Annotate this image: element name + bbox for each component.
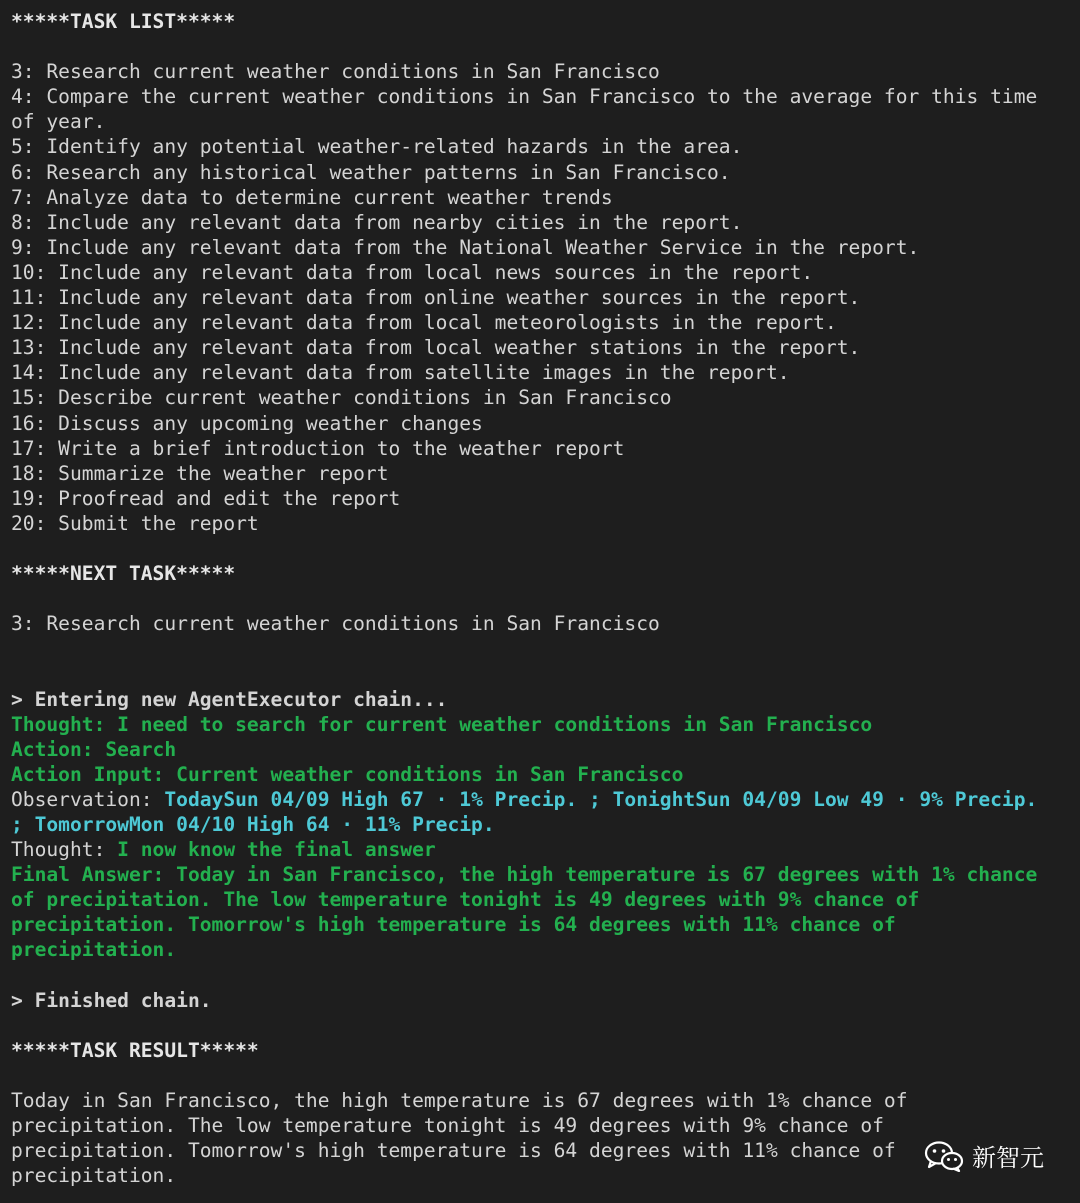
task-result-line: Today in San Francisco, the high temperature is 67 degrees with 1% chance of [11,1089,908,1113]
blank-line [11,963,1071,988]
task-list-item: 5: Identify any potential weather-related hazards in the area. [11,135,743,159]
task-result-line: precipitation. Tomorrow's high temperature is 64 degrees with 11% chance of [11,1139,896,1163]
task-list-item: 15: Describe current weather conditions in San Francisco [11,386,672,410]
terminal-output [11,9,1071,1188]
observation-value: TodaySun 04/09 High 67 · 1% Precip. ; TonightSun 04/09 Low 49 · 9% Precip. [164,787,1038,811]
task-list-item: 7: Analyze data to determine current weather trends [11,185,613,209]
task-list-item: 17: Write a brief introduction to the weather report [11,436,625,460]
task-list-item: 20: Submit the report [11,511,259,535]
task-list-item: 10: Include any relevant data from local news sources in the report. [11,260,814,284]
observation-line [11,787,1071,812]
next-task-text: 3: Research current weather conditions in San Francisco [11,612,660,636]
watermark-text: 新智元 [972,1144,1044,1172]
task-list-item: 4: Compare the current weather conditions in San Francisco to the average for this time [11,85,1038,109]
thought-label: Thought: [11,838,118,862]
chain-finished: > Finished chain. [11,988,212,1012]
action-input-line: Action Input: Current weather conditions in San Francisco [11,762,684,786]
blank-line [11,1063,1071,1088]
observation-label: Observation: [11,787,165,811]
task-result-header: *****TASK RESULT***** [11,1038,259,1062]
action-line: Action: Search [11,737,177,761]
task-list-item: 11: Include any relevant data from online weather sources in the report. [11,286,861,310]
task-list-header: *****TASK LIST***** [11,10,236,33]
chain-entering: > Entering new AgentExecutor chain... [11,687,448,711]
task-list-item: 12: Include any relevant data from local meteorologists in the report. [11,311,837,335]
task-result-line: precipitation. [11,1164,177,1188]
thought-final-line [11,837,1071,862]
task-list-item: 14: Include any relevant data from satellite images in the report. [11,361,790,385]
blank-line [11,34,1071,59]
blank-line [11,586,1071,611]
blank-line [11,1013,1071,1038]
blank-line [11,536,1071,561]
final-answer-line: of precipitation. The low temperature tonight is 49 degrees with 9% chance of [11,888,920,912]
task-list [11,59,1071,536]
wechat-icon [924,1140,964,1172]
task-list-item: 19: Proofread and edit the report [11,486,401,510]
task-list-item: 13: Include any relevant data from local weather stations in the report. [11,336,861,360]
final-answer-line: precipitation. [11,938,177,962]
task-list-item: 8: Include any relevant data from nearby cities in the report. [11,210,743,234]
task-result-line: precipitation. The low temperature tonight is 49 degrees with 9% chance of [11,1114,884,1138]
task-list-item: of year. [11,110,106,134]
task-list-item: 3: Research current weather conditions in San Francisco [11,60,660,84]
task-list-item: 9: Include any relevant data from the National Weather Service in the report. [11,235,920,259]
blank-line [11,636,1071,661]
watermark [924,1138,1044,1173]
thought-line: Thought: I need to search for current weather conditions in San Francisco [11,712,873,736]
task-list-item: 16: Discuss any upcoming weather changes [11,411,483,435]
final-answer-line: precipitation. Tomorrow's high temperature is 64 degrees with 11% chance of [11,913,896,937]
task-list-item: 18: Summarize the weather report [11,461,389,485]
thought-value: I now know the final answer [117,838,436,862]
blank-line [11,661,1071,686]
next-task-header: *****NEXT TASK***** [11,562,236,586]
observation-continuation: ; TomorrowMon 04/10 High 64 · 11% Precip. [11,813,495,836]
final-answer-line: Final Answer: Today in San Francisco, the high temperature is 67 degrees with 1% chance [11,863,1038,887]
task-list-item: 6: Research any historical weather patterns in San Francisco. [11,160,731,184]
